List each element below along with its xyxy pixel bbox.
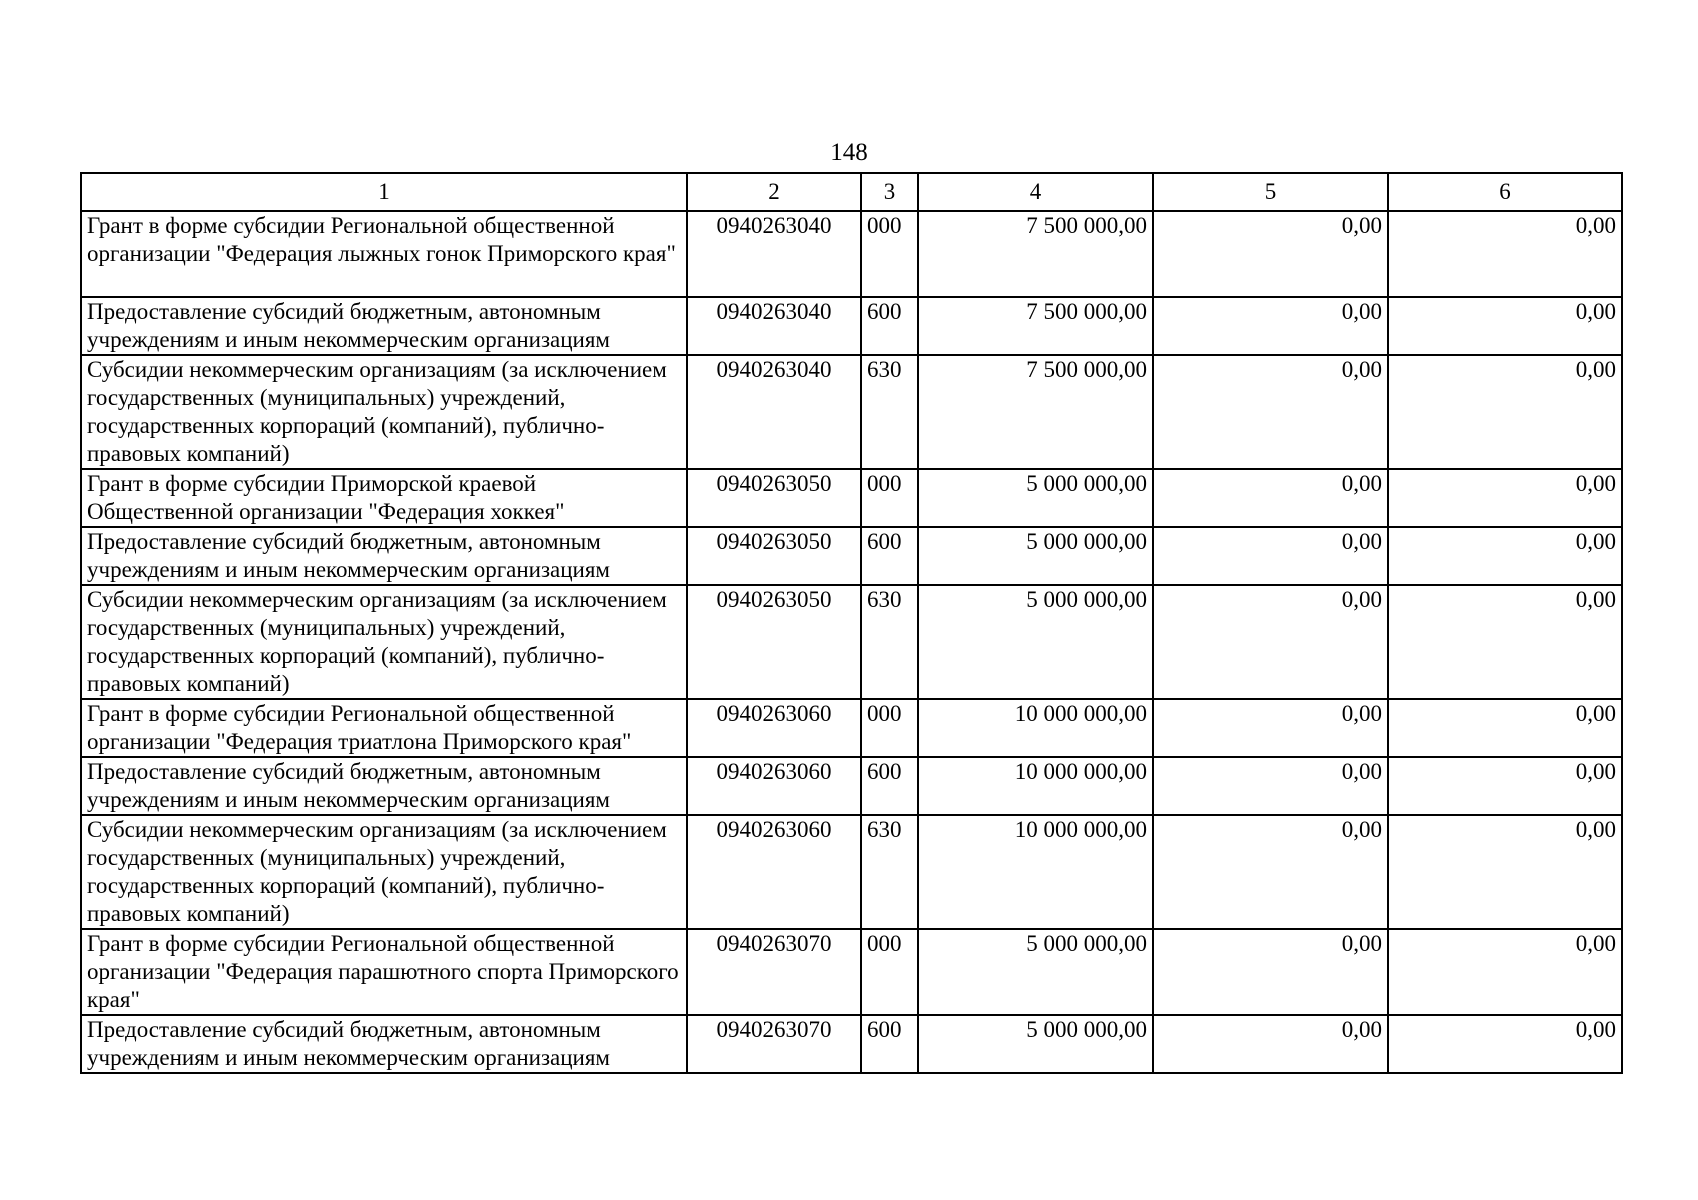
row-col4: 10 000 000,00 (918, 757, 1153, 815)
table-row (81, 527, 1622, 585)
row-col5: 0,00 (1153, 929, 1388, 1015)
row-col5: 0,00 (1153, 297, 1388, 355)
budget-table (80, 172, 1623, 1074)
row-col5: 0,00 (1153, 211, 1388, 297)
header-col-4: 4 (918, 173, 1153, 211)
row-col6: 0,00 (1388, 585, 1622, 699)
row-col4: 5 000 000,00 (918, 1015, 1153, 1073)
row-code: 0940263070 (687, 929, 861, 1015)
table-row (81, 1015, 1622, 1073)
row-type: 600 (861, 1015, 918, 1073)
row-col6: 0,00 (1388, 211, 1622, 297)
row-type: 600 (861, 527, 918, 585)
row-col5: 0,00 (1153, 585, 1388, 699)
table-body (81, 211, 1622, 1073)
row-col4: 7 500 000,00 (918, 355, 1153, 469)
row-code: 0940263040 (687, 355, 861, 469)
row-col4: 10 000 000,00 (918, 699, 1153, 757)
table-row (81, 469, 1622, 527)
row-name: Грант в форме субсидии Региональной общественной организации "Федерация лыжных гонок Приморского края" (81, 211, 687, 297)
row-col4: 5 000 000,00 (918, 585, 1153, 699)
row-col5: 0,00 (1153, 815, 1388, 929)
row-code: 0940263040 (687, 211, 861, 297)
row-col5: 0,00 (1153, 699, 1388, 757)
table-row (81, 297, 1622, 355)
header-col-3: 3 (861, 173, 918, 211)
row-col6: 0,00 (1388, 757, 1622, 815)
row-type: 600 (861, 757, 918, 815)
row-code: 0940263060 (687, 815, 861, 929)
row-name: Грант в форме субсидии Региональной общественной организации "Федерация триатлона Приморского края" (81, 699, 687, 757)
header-col-6: 6 (1388, 173, 1622, 211)
row-col5: 0,00 (1153, 469, 1388, 527)
header-col-2: 2 (687, 173, 861, 211)
table-header (81, 173, 1622, 211)
row-code: 0940263040 (687, 297, 861, 355)
table-row (81, 929, 1622, 1015)
table-row (81, 211, 1622, 297)
row-col6: 0,00 (1388, 815, 1622, 929)
row-code: 0940263060 (687, 699, 861, 757)
row-name: Грант в форме субсидии Региональной общественной организации "Федерация парашютного спорта Приморского края" (81, 929, 687, 1015)
row-type: 600 (861, 297, 918, 355)
row-name: Субсидии некоммерческим организациям (за исключением государственных (муниципальных) учреждений, государственных корпораций (компаний), публично-правовых компаний) (81, 355, 687, 469)
row-code: 0940263050 (687, 527, 861, 585)
header-row (81, 173, 1622, 211)
row-type: 000 (861, 211, 918, 297)
row-col6: 0,00 (1388, 355, 1622, 469)
row-code: 0940263070 (687, 1015, 861, 1073)
table-row (81, 757, 1622, 815)
row-code: 0940263060 (687, 757, 861, 815)
table-row (81, 355, 1622, 469)
row-name: Предоставление субсидий бюджетным, автономным учреждениям и иным некоммерческим организациям (81, 757, 687, 815)
row-name: Предоставление субсидий бюджетным, автономным учреждениям и иным некоммерческим организациям (81, 527, 687, 585)
row-type: 000 (861, 469, 918, 527)
row-name: Грант в форме субсидии Приморской краевой Общественной организации "Федерация хоккея" (81, 469, 687, 527)
row-col4: 7 500 000,00 (918, 297, 1153, 355)
page-number: 148 (830, 139, 868, 166)
row-col6: 0,00 (1388, 699, 1622, 757)
row-type: 000 (861, 699, 918, 757)
row-col6: 0,00 (1388, 1015, 1622, 1073)
row-name: Субсидии некоммерческим организациям (за исключением государственных (муниципальных) учреждений, государственных корпораций (компаний), публично-правовых компаний) (81, 585, 687, 699)
row-col4: 5 000 000,00 (918, 469, 1153, 527)
row-col6: 0,00 (1388, 297, 1622, 355)
row-type: 630 (861, 815, 918, 929)
header-col-5: 5 (1153, 173, 1388, 211)
row-col5: 0,00 (1153, 527, 1388, 585)
row-col5: 0,00 (1153, 1015, 1388, 1073)
row-col4: 5 000 000,00 (918, 929, 1153, 1015)
table-row (81, 699, 1622, 757)
row-col4: 7 500 000,00 (918, 211, 1153, 297)
row-col6: 0,00 (1388, 929, 1622, 1015)
row-col6: 0,00 (1388, 527, 1622, 585)
header-col-1: 1 (81, 173, 687, 211)
row-name: Субсидии некоммерческим организациям (за исключением государственных (муниципальных) учреждений, государственных корпораций (компаний), публично-правовых компаний) (81, 815, 687, 929)
row-col4: 10 000 000,00 (918, 815, 1153, 929)
row-code: 0940263050 (687, 585, 861, 699)
row-name: Предоставление субсидий бюджетным, автономным учреждениям и иным некоммерческим организациям (81, 1015, 687, 1073)
row-type: 630 (861, 585, 918, 699)
row-type: 000 (861, 929, 918, 1015)
table-row (81, 815, 1622, 929)
row-col5: 0,00 (1153, 757, 1388, 815)
row-type: 630 (861, 355, 918, 469)
row-col6: 0,00 (1388, 469, 1622, 527)
row-name: Предоставление субсидий бюджетным, автономным учреждениям и иным некоммерческим организациям (81, 297, 687, 355)
row-col4: 5 000 000,00 (918, 527, 1153, 585)
row-col5: 0,00 (1153, 355, 1388, 469)
row-code: 0940263050 (687, 469, 861, 527)
table-row (81, 585, 1622, 699)
